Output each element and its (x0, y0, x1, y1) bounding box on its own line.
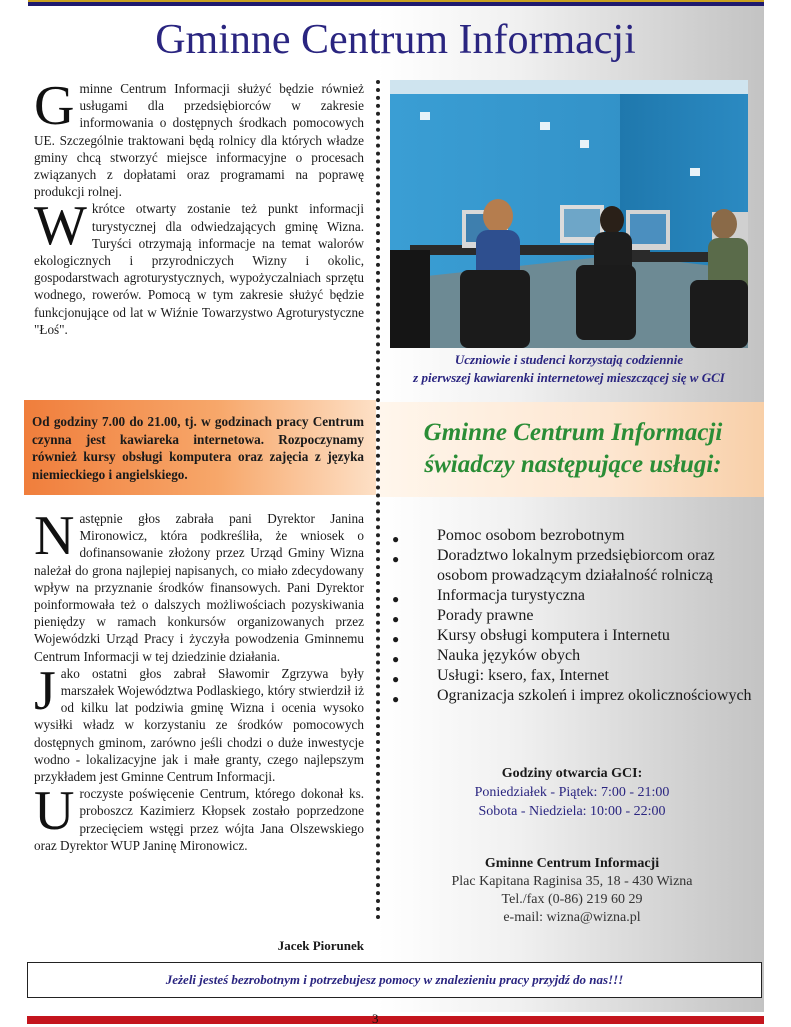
computer-room-photo (390, 80, 748, 348)
drop-cap: G (34, 75, 75, 137)
hours-weekend: Sobota - Niedziela: 10:00 - 22:00 (478, 804, 666, 819)
drop-cap: W (34, 195, 87, 258)
internet-cafe-text: Od godziny 7.00 do 21.00, tj. w godzinach pracy Centrum czynna jest kawiareka internetowa. Rozpoczynamy również kursy obsługi komputera oraz zajęcia z języka niemieckiego i angielskiego. (32, 414, 364, 482)
photo-caption (380, 351, 758, 387)
services-title-line: Gminne Centrum Informacji (423, 419, 723, 446)
bullet-icon: ● (392, 632, 400, 646)
bullet-icon: ● (392, 592, 400, 606)
article-paragraph (34, 75, 364, 200)
service-item (392, 686, 762, 706)
contact-phone: Tel./fax (0-86) 219 60 29 (501, 892, 643, 907)
page-title: Gminne Centrum Informacji (155, 17, 636, 63)
service-item (392, 546, 762, 586)
drop-cap: U (34, 780, 75, 843)
bullet-icon: ● (392, 552, 400, 566)
caption-line: z pierwszej kawiarenki internetowej mieszczącej się w GCI (413, 370, 725, 385)
drop-cap: J (34, 659, 56, 722)
bullet-icon: ● (392, 672, 400, 686)
service-text: Doradztwo lokalnym przedsiębiorcom oraz osobom prowadzącym działalność rolniczą (437, 547, 715, 584)
service-item (392, 606, 762, 626)
paragraph-text: krótce otwarty zostanie też punkt informacji turystycznej dla odwiedzających gminę Wizna. Turyści otrzymają informacje na temat walorów ekologicznych i przyrodniczych Wizny i okolic, gospodarstwach agroturystycznych, wypożyczalniach sprzętu wodnego, rowerów. Pomocą w tym zakresie służyć będzie funkcjonujące od lat w Wiźnie Towarzystwo Agroturystyczne "Łoś". (34, 201, 364, 337)
article-paragraph (34, 659, 364, 785)
service-text: Pomoc osobom bezrobotnym (437, 527, 625, 544)
service-text: Kursy obsługi komputera i Internetu (437, 627, 670, 644)
hours-title: Godziny otwarcia GCI: (501, 766, 643, 781)
contact-address: Plac Kapitana Raginisa 35, 18 - 430 Wizna (451, 874, 693, 889)
page-number: 3 (372, 1011, 379, 1026)
services-list (392, 526, 762, 706)
photo-illustration (390, 80, 748, 348)
service-item (392, 626, 762, 646)
paragraph-text: roczyste poświęcenie Centrum, którego dokonał ks. proboszcz Kazimierz Kłopsek zostało poprzedzone przecięciem wstęgi przez wójta Jana Olszewskiego oraz Dyrektor WUP Janinę Mironowicz. (34, 786, 364, 853)
service-text: Nauka języków obych (437, 647, 581, 664)
drop-cap: N (34, 505, 75, 567)
bullet-icon: ● (392, 692, 400, 706)
contact-name: Gminne Centrum Informacji (484, 856, 660, 871)
contact-info (380, 855, 764, 927)
article-paragraph (34, 505, 364, 665)
article-top (34, 75, 364, 338)
bullet-icon: ● (392, 612, 400, 626)
service-text: Informacja turystyczna (437, 587, 585, 604)
caption-line: Uczniowie i studenci korzystają codziennie (454, 352, 684, 367)
service-text: Ogranizacja szkoleń i imprez okolicznościowych (437, 687, 752, 704)
opening-hours (380, 764, 764, 821)
services-title-line: świadczy następujące usługi: (424, 451, 722, 478)
bottom-decorative-bar (27, 1016, 764, 1024)
article-paragraph (34, 780, 364, 854)
bullet-icon: ● (392, 652, 400, 666)
service-text: Porady prawne (437, 607, 534, 624)
article-bottom (34, 505, 364, 854)
services-title (388, 417, 758, 481)
hours-weekdays: Poniedziałek - Piątek: 7:00 - 21:00 (474, 785, 670, 800)
paragraph-text: minne Centrum Informacji służyć będzie również usługami dla przedsiębiorców w zakresie informowania o dostępnych środkach pomocowych UE. Szczególnie traktowani będą rolnicy dla których władze gminy chcą stworzyć miejsce informacyjne o procesach związanych z dopłatami oraz programami na poprawę produkcji rolnej. (34, 81, 364, 200)
paragraph-text: ako ostatni głos zabrał Sławomir Zgrzywa były marszałek Województwa Podlaskiego, który stwierdził iż od kilku lat podziwia gminę Wizna i ocenia wysoko wysiłki władz w korzystaniu ze środków pomocowych dostępnych gminom, zarówno jeśli chodzi o duże inwestycje wodno - lokalizacyjne jak i małe granty, czego najlepszym przykładem jest Gminne Centrum Informacji. (34, 665, 364, 785)
paragraph-text: astępnie głos zabrała pani Dyrektor Janina Mironowicz, która podkreśliła, że wniosek o dofinansowanie złożony przez Urząd Gminy Wizna należał do grona najlepiej napisanych, co miało zdecydowany wpływ na przyznanie środków finansowych. Pani Dyrektor poinformowała też o dalszych możliwościach pozyskiwania pieniędzy w ramach konkursów organizowanych przez Wojewódzki Urząd Pracy i życzyła powodzenia Gminnemu Centrum Informacji w tej dziedzinie działania. (34, 511, 364, 664)
article-author: Jacek Piorunek (277, 938, 364, 953)
article-paragraph (34, 195, 364, 338)
service-item (392, 666, 762, 686)
service-item (392, 526, 762, 546)
bullet-icon: ● (392, 532, 400, 546)
service-item (392, 586, 762, 606)
contact-email: e-mail: wizna@wizna.pl (503, 910, 641, 925)
unemployed-notice: Jeżeli jesteś bezrobotnym i potrzebujesz pomocy w znalezieniu pracy przyjdź do nas!!! (27, 962, 762, 998)
service-item (392, 646, 762, 666)
service-text: Usługi: ksero, fax, Internet (437, 667, 609, 684)
